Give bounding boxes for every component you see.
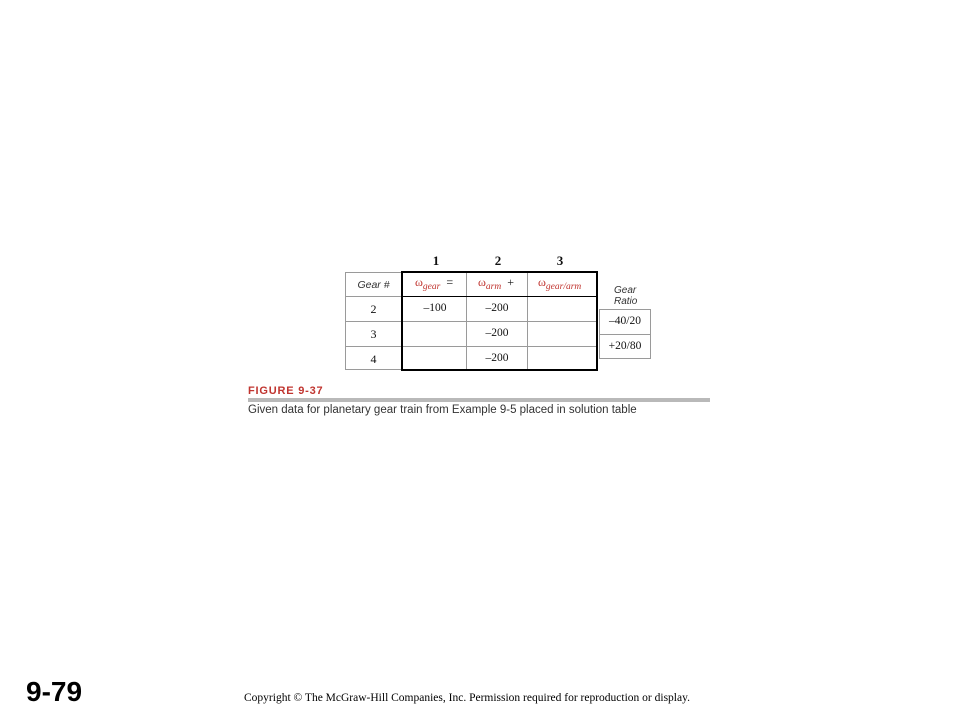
column-number-3: 3 <box>556 253 564 268</box>
subscript-gear: gear <box>422 282 441 292</box>
gear-ratio-2: +20/80 <box>608 340 642 352</box>
gear-ratio-header-line1: Gear <box>614 285 637 296</box>
omega-symbol: ω <box>478 275 486 289</box>
copyright-notice: Copyright © The McGraw-Hill Companies, Inc. Permission required for reproduction or display. <box>244 692 690 704</box>
subscript-gear-arm: gear/arm <box>545 282 582 292</box>
cell-r1-c2: –200 <box>485 302 509 314</box>
equals-operator: = <box>446 275 454 289</box>
column-number-1: 1 <box>432 253 440 268</box>
gear-cell-row-2: 3 <box>345 322 402 347</box>
header-omega-gear-arm <box>538 275 581 290</box>
omega-symbol: ω <box>415 275 423 289</box>
grid-row-divider <box>403 321 596 322</box>
header-omega-arm <box>478 275 514 290</box>
plus-operator: + <box>507 275 514 289</box>
gear-ratio-1: –40/20 <box>609 315 641 327</box>
column-number-2: 2 <box>494 253 502 268</box>
gear-ratio-header <box>614 285 637 307</box>
figure-rule <box>248 398 710 402</box>
cell-r2-c2: –200 <box>485 327 509 339</box>
grid-row-divider <box>403 346 596 347</box>
cell-r1-c1: –100 <box>423 302 447 314</box>
gear-cell-row-3: 4 <box>370 352 377 366</box>
figure-label: FIGURE 9-37 <box>248 385 324 397</box>
gear-ratio-header-line2: Ratio <box>614 296 638 307</box>
slide-number: 9-79 <box>26 676 83 707</box>
grid-header-divider <box>403 296 596 297</box>
gear-header-text: Gear # <box>357 279 390 291</box>
gear-column-header <box>345 272 402 297</box>
cell-r3-c2: –200 <box>485 352 509 364</box>
subscript-arm: arm <box>485 282 502 292</box>
header-omega-gear <box>415 275 453 290</box>
figure-caption: Given data for planetary gear train from Example 9-5 placed in solution table <box>248 404 637 416</box>
ratio-divider <box>599 334 651 335</box>
gear-cell-row-1: 2 <box>345 297 402 322</box>
omega-symbol: ω <box>538 275 546 289</box>
